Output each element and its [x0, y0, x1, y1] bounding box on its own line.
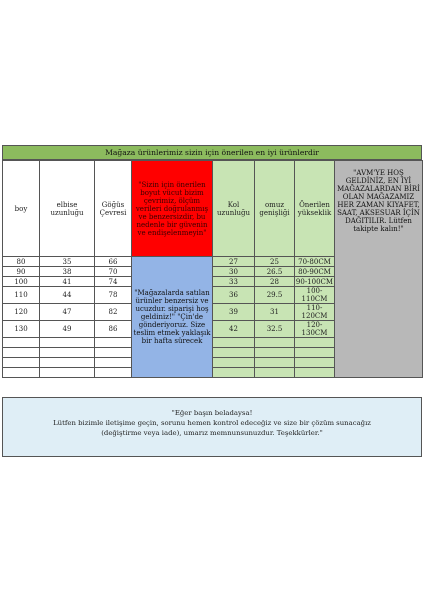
cell-yukseklik: 70-80CM: [295, 257, 335, 267]
cell-omuz: 26.5: [255, 267, 295, 277]
header-yukseklik: Önerilen yükseklik: [295, 161, 335, 257]
cell-elbise: 47: [40, 304, 95, 321]
header-omuz: omuz genişliği: [255, 161, 295, 257]
cell-kol: 30: [213, 267, 255, 277]
header-elbise: elbise uzunluğu: [40, 161, 95, 257]
size-table: [2, 160, 423, 378]
cell-elbise: 41: [40, 277, 95, 287]
cell-elbise: 44: [40, 287, 95, 304]
cell-boy: 80: [3, 257, 40, 267]
cell-kol: 42: [213, 321, 255, 338]
cell-omuz: 29.5: [255, 287, 295, 304]
red-notice: "Sizin için önerilen boyut vücut bizim çevrimiz, ölçüm verileri doğrulanmış ve benzersizdir, bu nedenle bir güvenin ve endişelenmeyin": [132, 161, 213, 257]
cell-omuz: 28: [255, 277, 295, 287]
cell-elbise: 38: [40, 267, 95, 277]
header-kol: Kol uzunluğu: [213, 161, 255, 257]
cell-elbise: 49: [40, 321, 95, 338]
gray-notice: "AVM'YE HOŞ GELDİNİZ, EN İYİ MAĞAZALARDAN BİRİ OLAN MAĞAZAMIZ HER ZAMAN KIYAFET, SAAT, AKSESUAR İÇİN DAĞITILIR. Lütfen takipte kalın!": [335, 161, 423, 378]
cell-gogus: 70: [95, 267, 132, 277]
cell-gogus: 78: [95, 287, 132, 304]
cell-omuz: 25: [255, 257, 295, 267]
cell-boy: 110: [3, 287, 40, 304]
chart-title: Mağaza ürünlerimiz sizin için önerilen en iyi ürünlerdir: [2, 145, 422, 160]
cell-gogus: 74: [95, 277, 132, 287]
cell-gogus: 86: [95, 321, 132, 338]
cell-boy: 120: [3, 304, 40, 321]
header-gogus: Göğüs Çevresi: [95, 161, 132, 257]
note-line-1: "Eğer başın beladaysa!: [171, 409, 253, 417]
cell-yukseklik: 90-100CM: [295, 277, 334, 286]
cell-yukseklik: 100-110CM: [295, 287, 335, 304]
cell-yukseklik: 80-90CM: [295, 267, 335, 277]
cell-boy: 90: [3, 267, 40, 277]
cell-gogus: 82: [95, 304, 132, 321]
cell-gogus: 66: [95, 257, 132, 267]
size-chart-sheet: [0, 145, 424, 437]
cell-kol: 27: [213, 257, 255, 267]
cell-yukseklik: 120-130CM: [295, 321, 335, 338]
header-row: [3, 161, 423, 257]
cell-kol: 36: [213, 287, 255, 304]
header-boy: boy: [3, 161, 40, 257]
cell-kol: 39: [213, 304, 255, 321]
cell-omuz: 32.5: [255, 321, 295, 338]
blue-notice: "Mağazalarda satılan ürünler benzersiz ve ucuzdur. siparişi hoş geldiniz!" "Çin'de gönderiyoruz. Size teslim etmek yaklaşık bir hafta sürecek: [132, 257, 213, 378]
cell-yukseklik: 110-120CM: [295, 304, 335, 321]
note-line-3: (değiştirme veya iade), umarız memnunsunuzdur. Teşekkürler.": [101, 429, 323, 437]
cell-kol: 33: [213, 277, 255, 287]
cell-boy: 130: [3, 321, 40, 338]
cell-elbise: 35: [40, 257, 95, 267]
contact-note: [2, 397, 422, 457]
cell-omuz: 31: [255, 304, 295, 321]
note-line-2: Lütfen bizimle iletişime geçin, sorunu hemen kontrol edeceğiz ve size bir çözüm sunacağız: [53, 419, 371, 427]
cell-boy: 100: [3, 277, 40, 287]
